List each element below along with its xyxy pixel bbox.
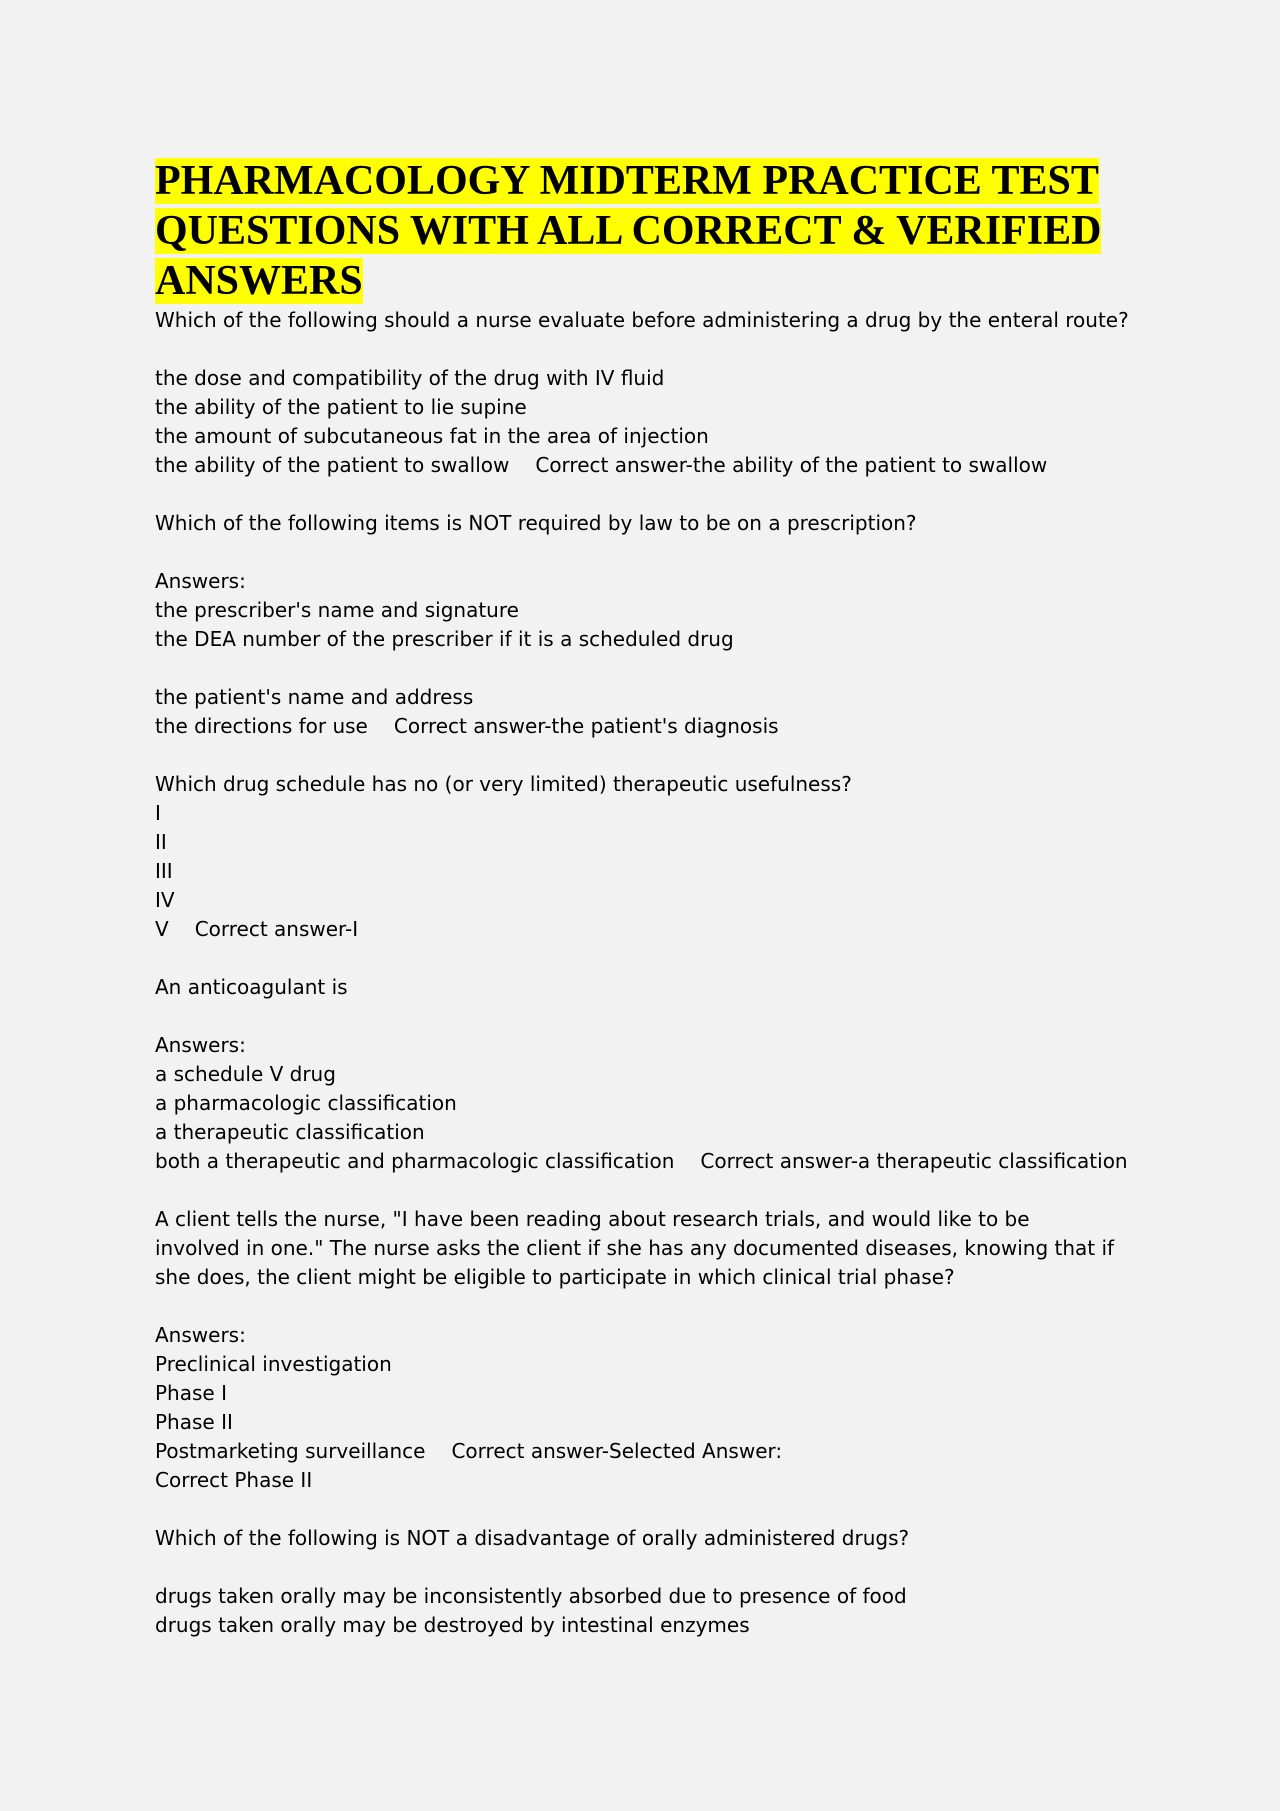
q1-option-4: the ability of the patient to swallow [155, 453, 510, 477]
question-3-text: Which drug schedule has no (or very limited) therapeutic usefulness? [155, 772, 852, 796]
document-page [155, 156, 1155, 1640]
q1-option-2: the ability of the patient to lie supine [155, 395, 527, 419]
q5-option-2: Phase I [155, 1381, 227, 1405]
q5-option-3: Phase II [155, 1410, 233, 1434]
spacer [155, 335, 1155, 364]
q2-option-4: the directions for use [155, 714, 368, 738]
question-5-text: A client tells the nurse, "I have been reading about research trials, and would like to be involved in one." The nurse asks the client if she has any documented diseases, knowing that if she does, the client might be eligible to participate in which clinical trial phase? [155, 1207, 1115, 1289]
q3-option-2: II [155, 830, 167, 854]
spacer [155, 1495, 1155, 1524]
q4-option-2: a pharmacologic classification [155, 1091, 457, 1115]
q3-option-1: I [155, 801, 161, 825]
q2-last-row [155, 712, 1155, 741]
q5-last-row [155, 1437, 1155, 1466]
q2-answers-label: Answers: [155, 569, 246, 593]
q4-option-4: both a therapeutic and pharmacologic classification [155, 1149, 675, 1173]
spacer [155, 741, 1155, 770]
q4-option-1: a schedule V drug [155, 1062, 336, 1086]
spacer [155, 1002, 1155, 1031]
q1-option-3: the amount of subcutaneous fat in the area of injection [155, 424, 709, 448]
q2-option-1: the prescriber's name and signature [155, 598, 519, 622]
q1-option-1: the dose and compatibility of the drug with IV fluid [155, 366, 665, 390]
q2-option-2: the DEA number of the prescriber if it is a scheduled drug [155, 627, 734, 651]
q1-last-row [155, 451, 1155, 480]
question-4-text: An anticoagulant is [155, 975, 348, 999]
q3-last-row [155, 915, 1155, 944]
q4-correct-answer: Correct answer-a therapeutic classification [700, 1149, 1128, 1173]
q5-answers-label: Answers: [155, 1323, 246, 1347]
q6-option-2: drugs taken orally may be destroyed by intestinal enzymes [155, 1613, 750, 1637]
spacer [155, 1292, 1155, 1321]
q3-correct-answer: Correct answer-I [194, 917, 359, 941]
q3-option-5: V [155, 917, 169, 941]
document-title-text: PHARMACOLOGY MIDTERM PRACTICE TEST QUESTIONS WITH ALL CORRECT & VERIFIED ANSWERS [155, 158, 1102, 304]
q5-option-1: Preclinical investigation [155, 1352, 392, 1376]
q5-correct-answer: Correct answer-Selected Answer: [451, 1439, 783, 1463]
question-1-text: Which of the following should a nurse evaluate before administering a drug by the enteral route? [155, 308, 1129, 332]
spacer [155, 654, 1155, 683]
q4-option-3: a therapeutic classification [155, 1120, 425, 1144]
q2-correct-answer: Correct answer-the patient's diagnosis [393, 714, 779, 738]
q3-option-3: III [155, 859, 173, 883]
q3-option-4: IV [155, 888, 175, 912]
question-6-text: Which of the following is NOT a disadvantage of orally administered drugs? [155, 1526, 910, 1550]
q1-correct-answer: Correct answer-the ability of the patient to swallow [535, 453, 1048, 477]
q6-option-1: drugs taken orally may be inconsistently absorbed due to presence of food [155, 1584, 907, 1608]
q5-option-4: Postmarketing surveillance [155, 1439, 426, 1463]
spacer [155, 480, 1155, 509]
q5-correct-answer-continued: Correct Phase II [155, 1468, 313, 1492]
document-title [155, 156, 1155, 306]
spacer [155, 1176, 1155, 1205]
q2-option-3: the patient's name and address [155, 685, 474, 709]
spacer [155, 1553, 1155, 1582]
q4-last-row [155, 1147, 1155, 1176]
spacer [155, 538, 1155, 567]
q4-answers-label: Answers: [155, 1033, 246, 1057]
spacer [155, 944, 1155, 973]
question-2-text: Which of the following items is NOT required by law to be on a prescription? [155, 511, 917, 535]
